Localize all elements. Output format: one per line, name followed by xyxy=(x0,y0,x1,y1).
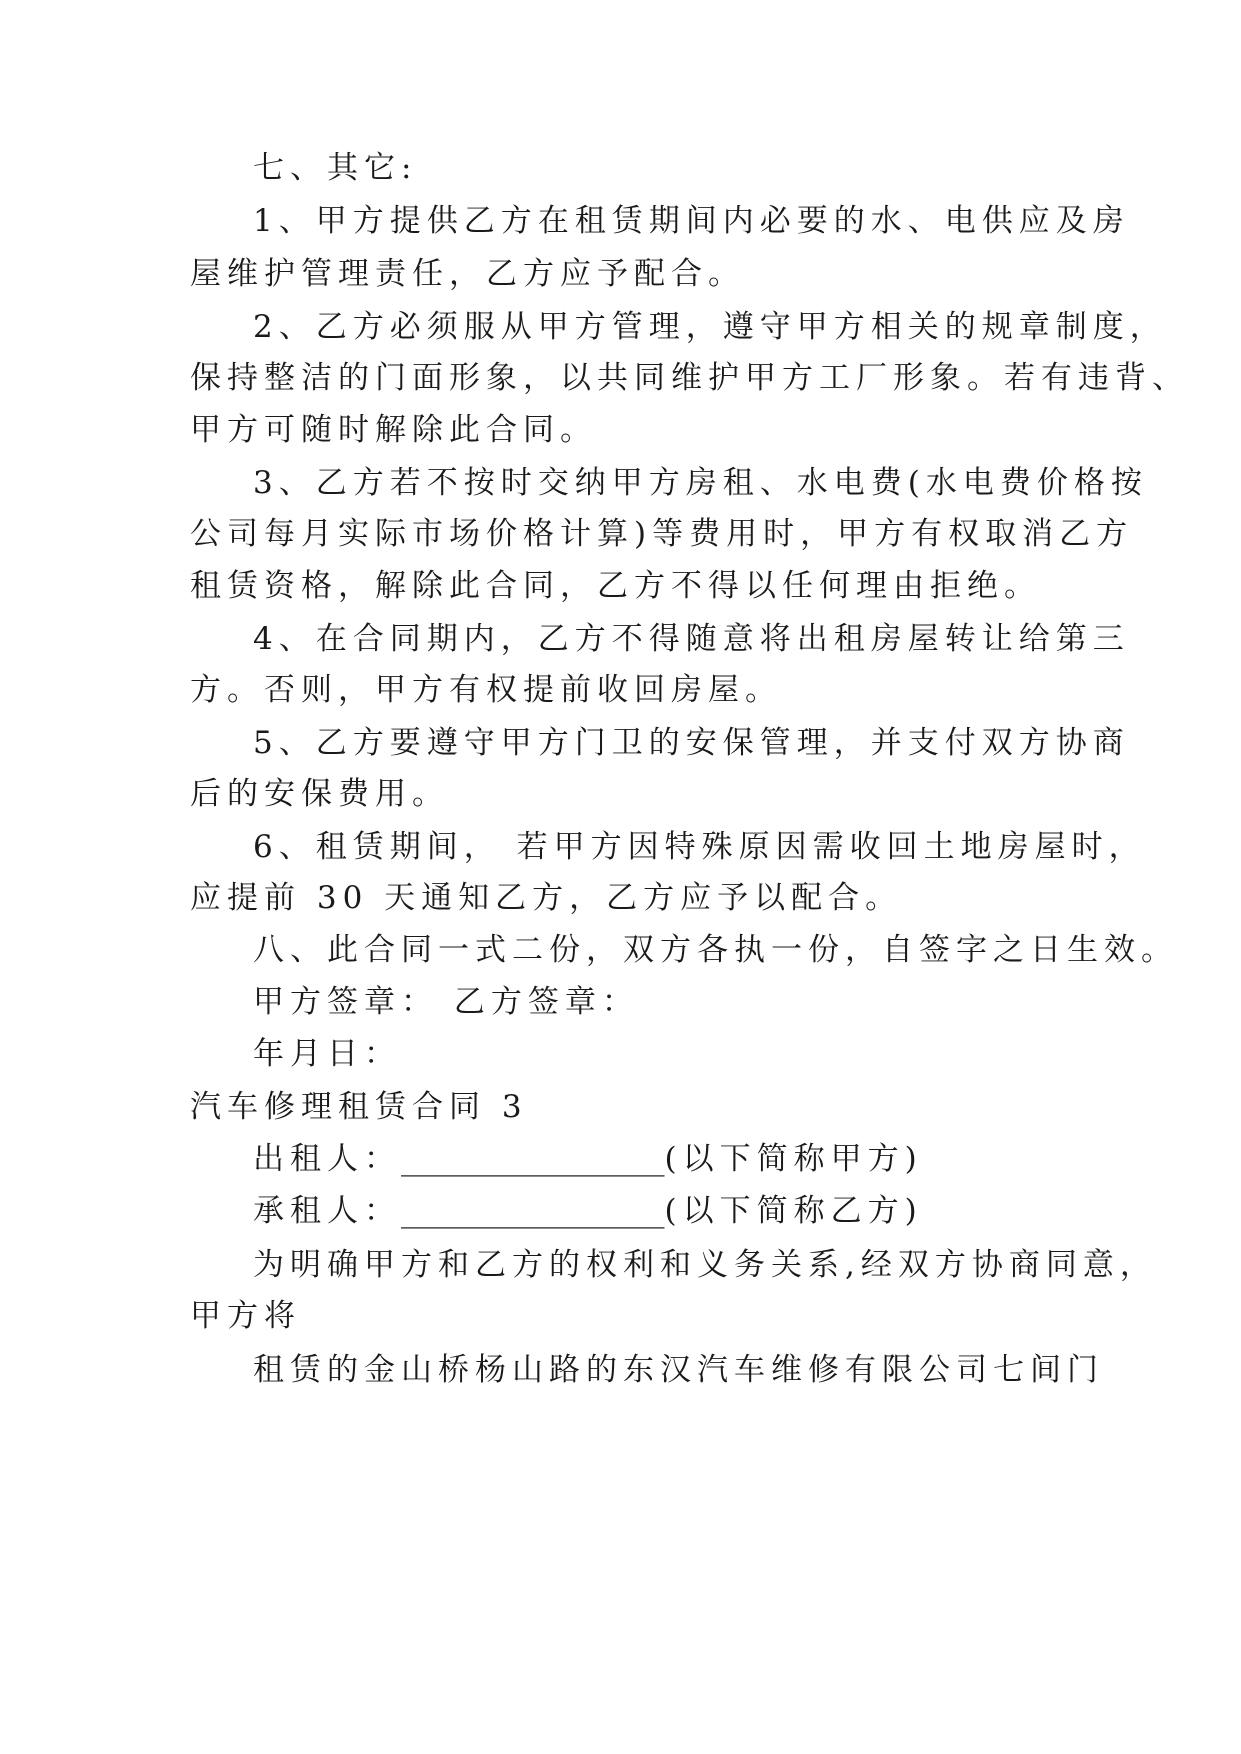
lessor-label: 出租人： xyxy=(253,1141,401,1177)
clause-2-line-2: 保持整洁的门面形象，以共同维护甲方工厂形象。若有违背、 xyxy=(190,360,1189,396)
lessor-line xyxy=(253,1139,1073,1179)
lessor-suffix: (以下简称甲方) xyxy=(664,1141,923,1177)
lessee-suffix: (以下简称乙方) xyxy=(664,1193,923,1229)
lessee-line xyxy=(253,1191,1073,1231)
signature-line: 甲方签章： 乙方签章： xyxy=(253,984,639,1020)
clause-5-line-2: 后的安保费用。 xyxy=(190,776,449,812)
clause-3-line-2: 公司每月实际市场价格计算)等费用时，甲方有权取消乙方 xyxy=(190,516,1134,552)
lessee-label: 承租人： xyxy=(253,1193,401,1229)
clause-1-line-1: 1、甲方提供乙方在租赁期间内必要的水、电供应及房 xyxy=(253,203,1130,239)
date-line: 年月日： xyxy=(253,1036,401,1072)
section-heading: 七、其它: xyxy=(253,150,418,186)
intro-line-2: 甲方将 xyxy=(190,1298,301,1334)
clause-2-line-1: 2、乙方必须服从甲方管理，遵守甲方相关的规章制度， xyxy=(253,309,1167,345)
intro-line-3: 租赁的金山桥杨山路的东汉汽车维修有限公司七间门 xyxy=(253,1352,1104,1388)
clause-2-line-3: 甲方可随时解除此合同。 xyxy=(190,412,597,448)
intro-line-1: 为明确甲方和乙方的权利和义务关系,经双方协商同意， xyxy=(253,1247,1157,1283)
lessor-blank: _________________ xyxy=(401,1141,665,1177)
section-8-text: 八、此合同一式二份，双方各执一份，自签字之日生效。 xyxy=(253,932,1178,968)
lessee-blank: _________________ xyxy=(401,1193,665,1229)
clause-6-line-1: 6、租赁期间， 若甲方因特殊原因需收回土地房屋时， xyxy=(253,829,1146,865)
clause-5-line-1: 5、乙方要遵守甲方门卫的安保管理，并支付双方协商 xyxy=(253,725,1130,761)
clause-1-line-2: 屋维护管理责任，乙方应予配合。 xyxy=(190,256,745,292)
clause-6-line-2: 应提前 30 天通知乙方，乙方应予以配合。 xyxy=(190,880,903,916)
clause-3-line-1: 3、乙方若不按时交纳甲方房租、水电费(水电费价格按 xyxy=(253,465,1148,501)
clause-3-line-3: 租赁资格，解除此合同，乙方不得以任何理由拒绝。 xyxy=(190,568,1041,604)
clause-4-line-2: 方。否则，甲方有权提前收回房屋。 xyxy=(190,672,782,708)
contract-title: 汽车修理租赁合同 3 xyxy=(190,1089,528,1125)
clause-4-line-1: 4、在合同期内，乙方不得随意将出租房屋转让给第三 xyxy=(253,621,1130,657)
